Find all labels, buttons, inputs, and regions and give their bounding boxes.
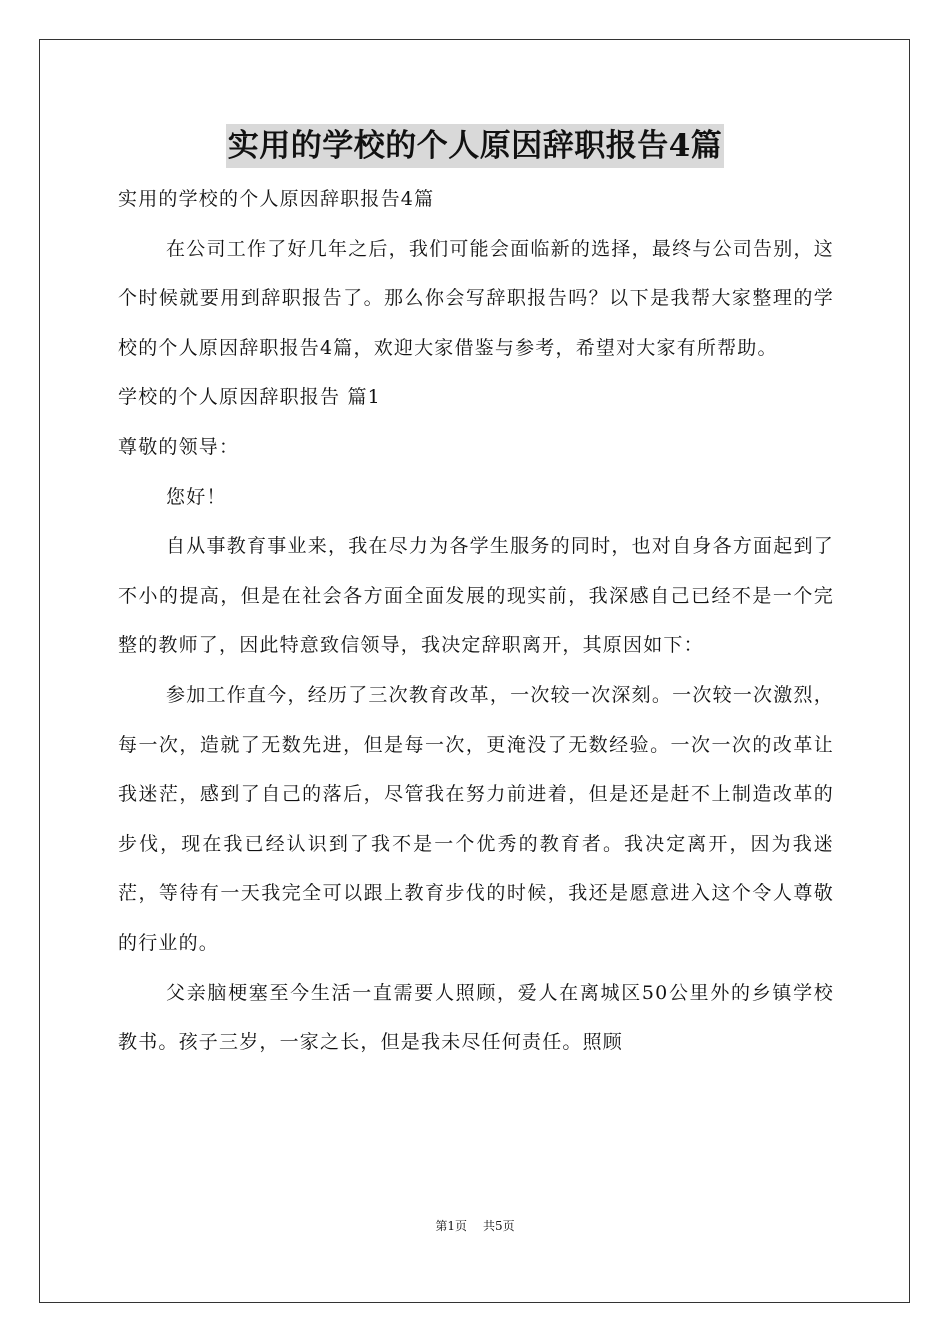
body-paragraph: 自从事教育事业来，我在尽力为各学生服务的同时，也对自身各方面起到了不小的提高，但是在社会各方面全面发展的现实前，我深感自己已经不是一个完整的教师了，因此特意致信领导，我决定辞职离开，其原因如下： — [118, 535, 834, 657]
salutation: 尊敬的领导： — [118, 435, 240, 458]
page-footer — [0, 1218, 950, 1234]
title-container — [0, 124, 950, 168]
greeting: 您好！ — [166, 485, 227, 508]
page-number-total: 共5页 — [483, 1219, 515, 1233]
body-paragraph: 参加工作直今，经历了三次教育改革，一次较一次深刻。一次较一次激烈，每一次，造就了无数先进，但是每一次，更淹没了无数经验。一次一次的改革让我迷茫，感到了自己的落后，尽管我在努力前进着，但是还是赶不上制造改革的步伐，现在我已经认识到了我不是一个优秀的教育者。我决定离开，因为我迷茫，等待有一天我完全可以跟上教育步伐的时候，我还是愿意进入这个令人尊敬的行业的。 — [118, 683, 834, 954]
document-title: 实用的学校的个人原因辞职报告4篇 — [226, 124, 725, 168]
intro-paragraph: 在公司工作了好几年之后，我们可能会面临新的选择，最终与公司告别，这个时候就要用到辞职报告了。那么你会写辞职报告吗？以下是我帮大家整理的学校的个人原因辞职报告4篇，欢迎大家借鉴与参考，希望对大家有所帮助。 — [118, 237, 834, 359]
document-body — [118, 175, 834, 1068]
body-paragraph: 父亲脑梗塞至今生活一直需要人照顾，爱人在离城区50公里外的乡镇学校教书。孩子三岁，一家之长，但是我未尽任何责任。照顾 — [118, 981, 834, 1054]
document-subtitle: 实用的学校的个人原因辞职报告4篇 — [118, 188, 435, 210]
page-number-current: 第1页 — [435, 1219, 467, 1233]
section-heading: 学校的个人原因辞职报告 篇1 — [118, 386, 381, 409]
